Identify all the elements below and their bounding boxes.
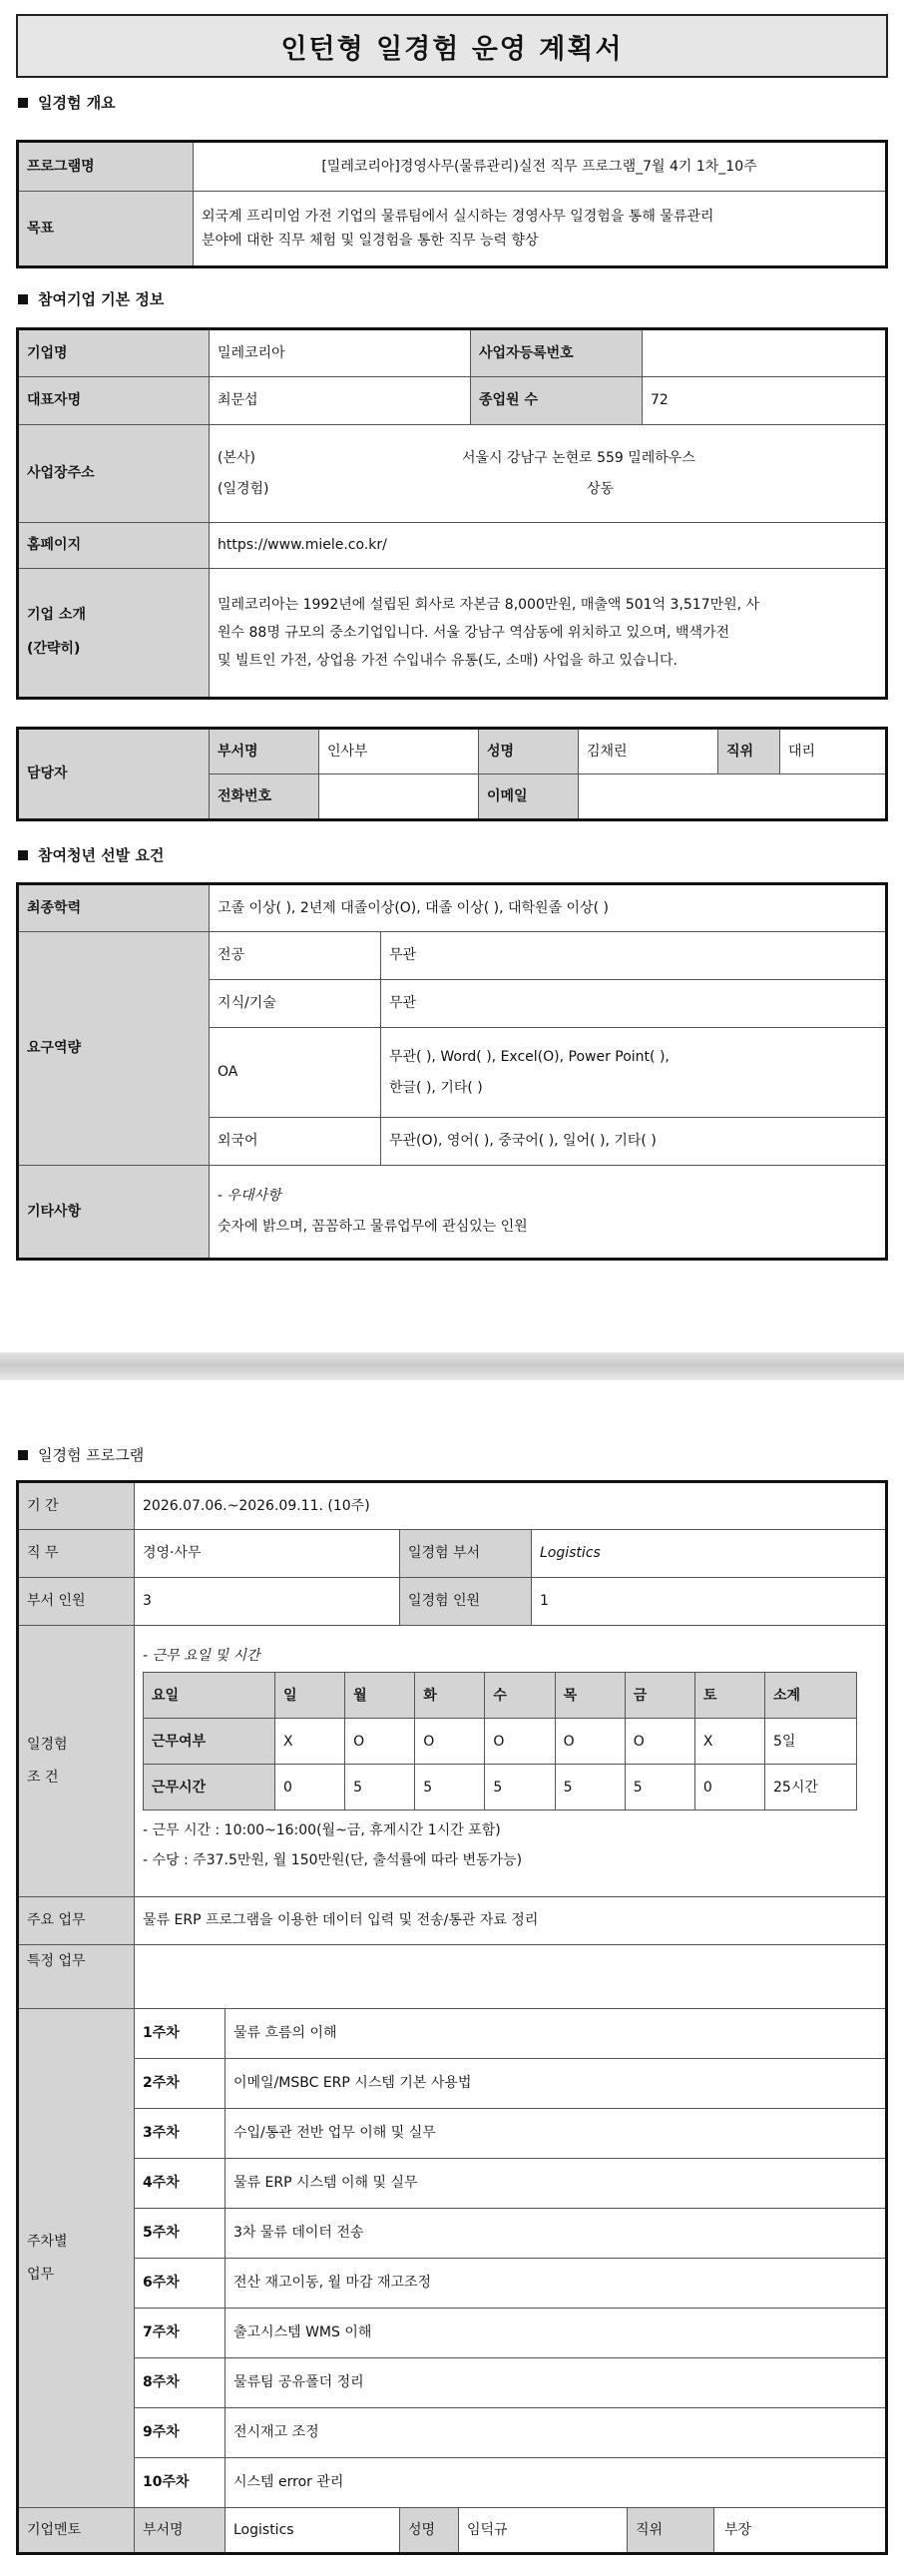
week-number: 7주차 [135, 2309, 226, 2358]
schedule-cell: 5 [485, 1765, 555, 1810]
condition-label-1: 일경험 [27, 1737, 68, 1754]
hq-address [218, 443, 877, 474]
section-requirements-title: 참여청년 선발 요건 [38, 846, 165, 864]
mentor-dept-value: Logistics [226, 2508, 400, 2554]
goal-line-2: 분야에 대한 직무 체험 및 일경험을 통한 직무 능력 향상 [202, 233, 539, 249]
contact-dept-label: 부서명 [210, 729, 319, 774]
schedule-row [144, 1765, 857, 1810]
mentor-name-label: 성명 [400, 2508, 459, 2554]
square-bullet-icon [18, 1450, 28, 1460]
address-label: 사업장주소 [18, 425, 210, 523]
schedule-cell: O [345, 1719, 415, 1765]
intern-label: 일경험 인원 [400, 1578, 532, 1626]
period-row [18, 1482, 887, 1530]
week-row [18, 2309, 887, 2358]
week-row [18, 2109, 887, 2159]
ceo-value: 최문섭 [210, 377, 471, 425]
section-overview-title: 일경험 개요 [38, 94, 116, 112]
week-number: 8주차 [135, 2358, 226, 2408]
work-hours: - 근무 시간 : 10:00~16:00(월~금, 휴게시간 1시간 포함) [143, 1822, 501, 1839]
schedule-header-cell: 월 [345, 1673, 415, 1719]
ceo-row [18, 377, 887, 425]
program-value: [밀레코리아]경영사무(물류관리)실전 직무 프로그램_7월 4기 1차_10주 [194, 142, 887, 192]
lang-label: 외국어 [210, 1118, 381, 1166]
week-row [18, 2408, 887, 2458]
company-name-label: 기업명 [18, 329, 210, 377]
square-bullet-icon [18, 294, 28, 304]
contact-label: 담당자 [18, 729, 210, 820]
week-task: 전산 재고이동, 월 마감 재고조정 [226, 2259, 887, 2309]
schedule-header-row [144, 1673, 857, 1719]
schedule-cell: 5 [625, 1765, 694, 1810]
schedule-row-label: 근무시간 [144, 1765, 275, 1810]
company-name-row [18, 329, 887, 377]
program-table [16, 1480, 888, 2555]
page-2 [0, 1380, 904, 2576]
week-number: 3주차 [135, 2109, 226, 2159]
address-row [18, 425, 887, 523]
duty-row [18, 1530, 887, 1578]
contact-phone-label: 전화번호 [210, 774, 319, 820]
schedule-header-cell: 토 [694, 1673, 764, 1719]
oa-label: OA [210, 1028, 381, 1118]
week-task: 수입/통관 전반 업무 이해 및 실무 [226, 2109, 887, 2159]
mentor-dept-label: 부서명 [135, 2508, 226, 2554]
schedule-header-cell: 금 [625, 1673, 694, 1719]
schedule-row [144, 1719, 857, 1765]
week-row [18, 2159, 887, 2209]
contact-phone-value [319, 774, 479, 820]
dept-staff-label: 부서 인원 [18, 1578, 135, 1626]
dept-value: Logistics [532, 1530, 887, 1578]
contact-name-value: 김채린 [579, 729, 718, 774]
education-value: 고졸 이상( ), 2년제 대졸이상(O), 대졸 이상( ), 대학원졸 이상( ) [210, 884, 887, 932]
goal-row [18, 192, 887, 267]
schedule-cell: 5 [555, 1765, 625, 1810]
duty-value: 경영·사무 [135, 1530, 400, 1578]
section-program-heading [18, 1444, 144, 1465]
mentor-position-cell [628, 2508, 887, 2554]
weekly-label-2: 업무 [27, 2266, 55, 2283]
goal-line-1: 외국계 프리미엄 가전 기업의 물류팀에서 실시하는 경영사무 일경험을 통해 물류관리 [202, 208, 714, 225]
square-bullet-icon [18, 850, 28, 860]
lang-value: 무관(O), 영어( ), 중국어( ), 일어( ), 기타( ) [381, 1118, 887, 1166]
contact-table [16, 727, 888, 821]
period-value: 2026.07.06.~2026.09.11. (10주) [135, 1482, 887, 1530]
week-number: 1주차 [135, 2009, 226, 2059]
etc-value [210, 1166, 887, 1260]
contact-email-label: 이메일 [479, 774, 579, 820]
week-task: 3차 물류 데이터 전송 [226, 2209, 887, 2259]
program-row [18, 142, 887, 192]
intro-row [18, 569, 887, 699]
homepage-row [18, 523, 887, 569]
week-task: 전시재고 조정 [226, 2408, 887, 2458]
schedule-cell: O [625, 1719, 694, 1765]
staff-row [18, 1578, 887, 1626]
schedule-cell: O [485, 1719, 555, 1765]
week-row [18, 2458, 887, 2508]
dept-staff-value: 3 [135, 1578, 400, 1626]
goal-value [194, 192, 887, 267]
education-row [18, 884, 887, 932]
bizno-label: 사업자등록번호 [471, 329, 643, 377]
main-duty-label: 주요 업무 [18, 1897, 135, 1945]
schedule-cell: 5 [345, 1765, 415, 1810]
work-address [218, 474, 877, 505]
contact-position-value: 대리 [780, 729, 887, 774]
intro-line-3: 및 빌트인 가전, 상업용 가전 수입내수 유통(도, 소매) 사업을 하고 있습니다. [218, 653, 678, 669]
contact-dept-value: 인사부 [319, 729, 479, 774]
page-break [0, 1352, 904, 1380]
intro-label [18, 569, 210, 699]
schedule-cell: 0 [275, 1765, 345, 1810]
week-number: 6주차 [135, 2259, 226, 2309]
schedule-cell: X [275, 1719, 345, 1765]
skill-value: 무관 [381, 980, 887, 1028]
mentor-position-label: 직위 [628, 2508, 714, 2552]
major-row [18, 932, 887, 980]
week-number: 4주차 [135, 2159, 226, 2209]
schedule-header-cell: 요일 [144, 1673, 275, 1719]
schedule-cell: 25시간 [765, 1765, 857, 1810]
skill-label: 지식/기술 [210, 980, 381, 1028]
intro-label-1: 기업 소개 [27, 607, 86, 624]
condition-label-2: 조 건 [27, 1769, 59, 1786]
mentor-row [18, 2508, 887, 2554]
intern-value: 1 [532, 1578, 887, 1626]
oa-line-2: 한글( ), 기타( ) [389, 1079, 483, 1096]
weekly-label-1: 주차별 [27, 2234, 68, 2251]
requirements-table [16, 882, 888, 1261]
homepage-label: 홈페이지 [18, 523, 210, 569]
square-bullet-icon [18, 98, 28, 108]
week-row [18, 2059, 887, 2109]
education-label: 최종학력 [18, 884, 210, 932]
oa-value [381, 1028, 887, 1118]
work-label: (일경험) [218, 480, 269, 497]
mentor-position-value: 부장 [724, 2521, 752, 2538]
goal-label: 목표 [18, 192, 194, 267]
major-label: 전공 [210, 932, 381, 980]
schedule-header-cell: 소계 [765, 1673, 857, 1719]
schedule-cell: O [555, 1719, 625, 1765]
company-table [16, 327, 888, 700]
homepage-value[interactable]: https://www.miele.co.kr/ [210, 523, 887, 569]
schedule-cell: O [415, 1719, 485, 1765]
schedule-cell: X [694, 1719, 764, 1765]
oa-line-1: 무관( ), Word( ), Excel(O), Power Point( ), [389, 1048, 670, 1065]
schedule-table [143, 1672, 857, 1810]
etc-row [18, 1166, 887, 1260]
section-requirements-heading [18, 844, 164, 865]
week-number: 2주차 [135, 2059, 226, 2109]
etc-text: 숫자에 밝으며, 꼼꼼하고 물류업무에 관심있는 인원 [218, 1219, 528, 1235]
contact-name-label: 성명 [479, 729, 579, 774]
etc-label: 기타사항 [18, 1166, 210, 1260]
week-task: 출고시스템 WMS 이해 [226, 2309, 887, 2358]
intro-line-2: 원수 88명 규모의 중소기업입니다. 서울 강남구 역삼동에 위치하고 있으며, 백색가전 [218, 625, 730, 641]
intro-value [210, 569, 887, 699]
contact-row-1 [18, 729, 887, 774]
schedule-header-cell: 목 [555, 1673, 625, 1719]
condition-value [135, 1626, 887, 1897]
mentor-name-value: 임덕규 [459, 2508, 628, 2554]
week-number: 10주차 [135, 2458, 226, 2508]
week-number: 9주차 [135, 2408, 226, 2458]
dept-label: 일경험 부서 [400, 1530, 532, 1578]
week-number: 5주차 [135, 2209, 226, 2259]
competency-label: 요구역량 [18, 932, 210, 1166]
major-value: 무관 [381, 932, 887, 980]
etc-pref: - 우대사항 [218, 1188, 281, 1205]
week-row [18, 2259, 887, 2309]
week-task: 물류 ERP 시스템 이해 및 실무 [226, 2159, 887, 2209]
week-task: 물류팀 공유폴더 정리 [226, 2358, 887, 2408]
section-overview-heading [18, 92, 116, 113]
contact-position-label: 직위 [718, 729, 780, 774]
week-row [18, 2358, 887, 2408]
main-duty-value: 물류 ERP 프로그램을 이용한 데이터 입력 및 전송/통관 자료 정리 [135, 1897, 887, 1945]
section-company-heading [18, 288, 164, 309]
intro-label-2: (간략히) [27, 641, 81, 657]
week-row [18, 2009, 887, 2059]
document-title: 인턴형 일경험 운영 계획서 [16, 14, 888, 78]
hq-label: (본사) [218, 449, 255, 466]
schedule-cell: 5 [415, 1765, 485, 1810]
weekly-label [18, 2009, 135, 2508]
section-program-title: 일경험 프로그램 [38, 1446, 145, 1464]
ceo-label: 대표자명 [18, 377, 210, 425]
week-task: 시스템 error 관리 [226, 2458, 887, 2508]
condition-row [18, 1626, 887, 1897]
mentor-label: 기업멘토 [18, 2508, 135, 2554]
address-value [210, 425, 887, 523]
hq-value: 서울시 강남구 논현로 559 밀레하우스 [462, 449, 695, 466]
schedule-row-label: 근무여부 [144, 1719, 275, 1765]
schedule-cell: 0 [694, 1765, 764, 1810]
employees-value: 72 [643, 377, 887, 425]
condition-label [18, 1626, 135, 1897]
company-name-value: 밀레코리아 [210, 329, 471, 377]
section-company-title: 참여기업 기본 정보 [38, 290, 165, 308]
overview-table [16, 140, 888, 268]
work-value: 상동 [587, 480, 615, 497]
schedule-header-cell: 일 [275, 1673, 345, 1719]
program-label: 프로그램명 [18, 142, 194, 192]
schedule-header-cell: 화 [415, 1673, 485, 1719]
week-task: 물류 흐름의 이해 [226, 2009, 887, 2059]
special-label: 특정 업무 [18, 1945, 135, 2009]
main-duty-row [18, 1897, 887, 1945]
contact-email-value [579, 774, 887, 820]
special-row [18, 1945, 887, 2009]
allowance: - 수당 : 주37.5만원, 월 150만원(단, 출석률에 따라 변동가능) [143, 1852, 523, 1869]
week-row [18, 2209, 887, 2259]
schedule-header-cell: 수 [485, 1673, 555, 1719]
special-value [135, 1945, 887, 2009]
week-task: 이메일/MSBC ERP 시스템 기본 사용법 [226, 2059, 887, 2109]
bizno-value [643, 329, 887, 377]
intro-line-1: 밀레코리아는 1992년에 설립된 회사로 자본금 8,000만원, 매출액 501억 3,517만원, 사 [218, 597, 760, 613]
schedule-cell: 5일 [765, 1719, 857, 1765]
period-label: 기 간 [18, 1482, 135, 1530]
employees-label: 종업원 수 [471, 377, 643, 425]
duty-label: 직 무 [18, 1530, 135, 1578]
condition-sub: - 근무 요일 및 시간 [143, 1647, 260, 1664]
